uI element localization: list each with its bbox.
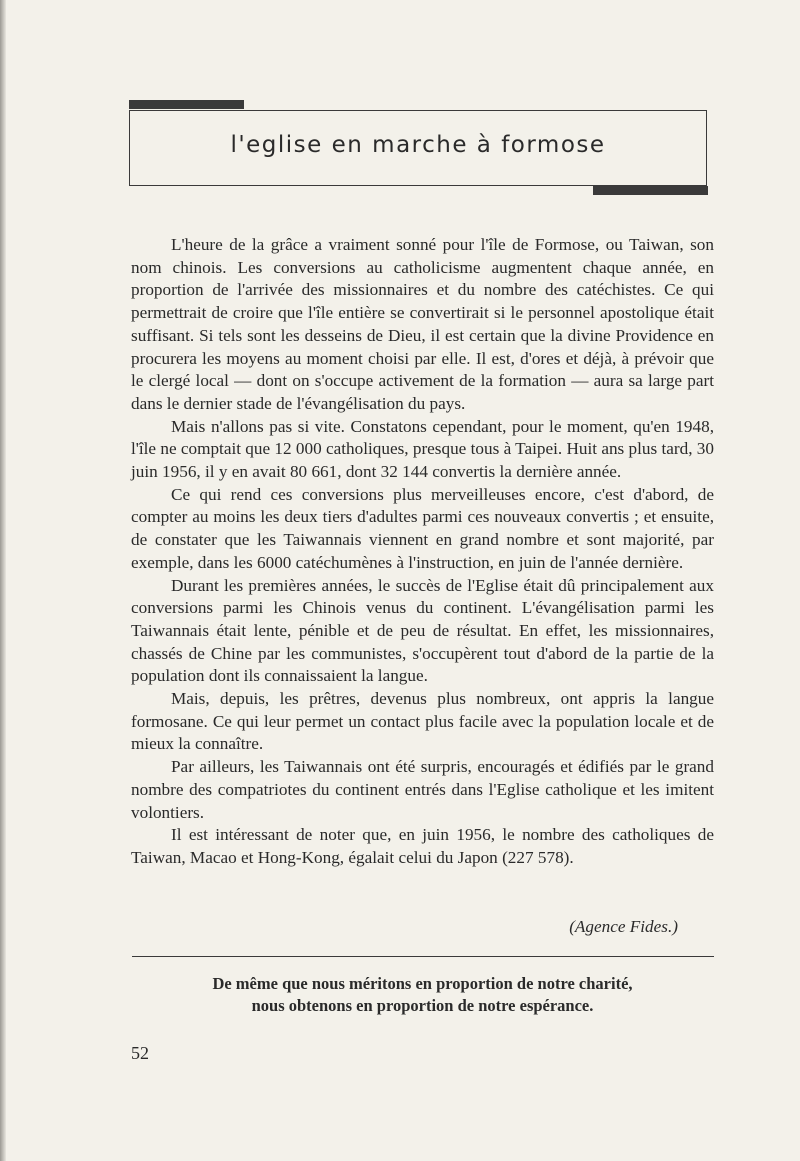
page-edge-shadow xyxy=(0,0,6,1161)
title-decoration-top xyxy=(129,100,244,109)
paragraph: L'heure de la grâce a vraiment sonné pour l'île de Formose, ou Taiwan, son nom chinois. Les conversions au catholicisme augmentent chaque année, en proportion de l'arrivée des missionnaires et du nombre des catéchistes. Ce qui permettrait de croire que l'île entière se convertirait si le personnel apostolique était suffisant. Si tels sont les desseins de Dieu, il est certain que la divine Providence en procurera les moyens au moment choisi par elle. Il est, d'ores et déjà, à prévoir que le clergé local — dont on s'occupe activement de la formation — aura sa large part dans le dernier stade de l'évangélisation du pays. xyxy=(131,235,714,413)
closing-quote xyxy=(131,973,714,1017)
paragraph: Par ailleurs, les Taiwannais ont été surpris, encouragés et édifiés par le grand nombre des compatriotes du continent entrés dans l'Eglise catholique et les imitent volontiers. xyxy=(131,757,714,822)
quote-line: De même que nous méritons en proportion de notre charité, xyxy=(212,974,633,993)
article-source: (Agence Fides.) xyxy=(569,917,678,936)
page-number: 52 xyxy=(131,1043,149,1063)
article-title: l'eglise en marche à formose xyxy=(230,132,606,158)
article-body xyxy=(131,234,714,870)
paragraph: Durant les premières années, le succès de l'Eglise était dû principalement aux conversions parmi les Chinois venus du continent. L'évangélisation parmi les Taiwannais était lente, pénible et de peu de résultat. En effet, les missionnaires, chassés de Chine par les communistes, s'occupèrent tout d'abord de la partie de la population dont ils connaissaient la langue. xyxy=(131,575,714,686)
paragraph: Ce qui rend ces conversions plus merveilleuses encore, c'est d'abord, de compter au moins les deux tiers d'adultes parmi ces nouveaux convertis ; et ensuite, de constater que les Taiwannais viennent en grand nombre et sont majorité, par exemple, dans les 6000 catéchumènes à l'instruction, en juin de l'année dernière. xyxy=(131,484,714,572)
paragraph: Mais n'allons pas si vite. Constatons cependant, pour le moment, qu'en 1948, l'île ne comptait que 12 000 catholiques, presque tous à Taipei. Huit ans plus tard, 30 juin 1956, il y en avait 80 661, dont 32 144 convertis la dernière année. xyxy=(131,416,714,482)
quote-line: nous obtenons en proportion de notre espérance. xyxy=(251,996,594,1015)
divider xyxy=(132,956,714,957)
paragraph: Il est intéressant de noter que, en juin 1956, le nombre des catholiques de Taiwan, Macao et Hong-Kong, égalait celui du Japon (227 578). xyxy=(131,825,714,867)
paragraph: Mais, depuis, les prêtres, devenus plus nombreux, ont appris la langue formosane. Ce qui leur permet un contact plus facile avec la population locale et de mieux la connaître. xyxy=(131,689,714,754)
title-decoration-bottom xyxy=(593,186,708,195)
